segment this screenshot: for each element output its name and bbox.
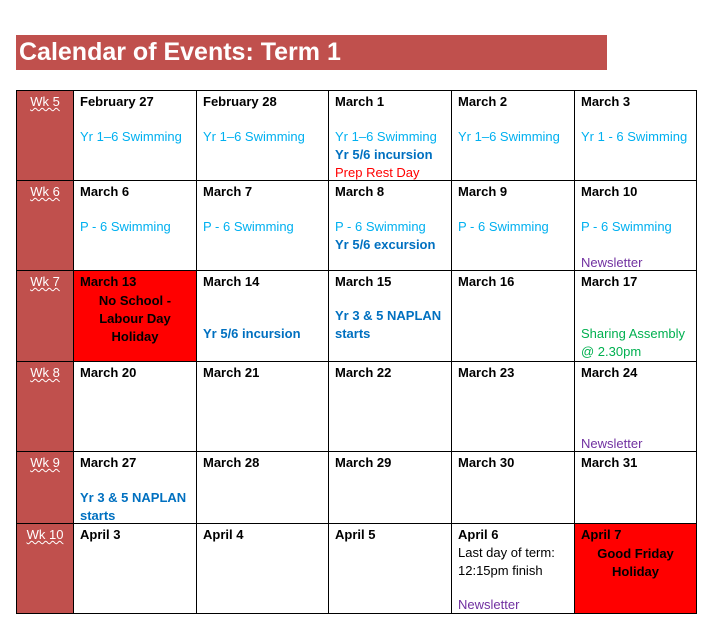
day-date: March 29 [335, 455, 392, 470]
event-swimming: Yr 1–6 Swimming [458, 129, 560, 144]
day-date: March 28 [203, 455, 260, 470]
event-swimming: Yr 1–6 Swimming [335, 129, 437, 144]
day-cell [197, 271, 329, 362]
event-last-day: Last day of term: [458, 545, 555, 560]
event-excursion: Yr 5/6 excursion [335, 237, 436, 252]
event-swimming: P - 6 Swimming [581, 219, 672, 234]
week-row [17, 452, 697, 524]
event-incursion: Yr 5/6 incursion [203, 326, 301, 341]
event-assembly: Sharing Assembly [581, 326, 686, 341]
week-label: Wk 7 [30, 274, 60, 289]
day-cell [329, 524, 452, 614]
day-cell [74, 362, 197, 452]
day-date: April 4 [203, 527, 244, 542]
event-swimming: Yr 1–6 Swimming [203, 129, 305, 144]
day-cell [197, 524, 329, 614]
event-incursion: Yr 5/6 incursion [335, 147, 433, 162]
day-date: March 7 [203, 184, 253, 199]
week-row [17, 362, 697, 452]
day-cell [575, 362, 697, 452]
day-date: March 9 [458, 184, 508, 199]
event-naplan-starts: starts [80, 508, 116, 523]
week-row [17, 91, 697, 181]
week-cell [17, 524, 74, 614]
week-cell [17, 91, 74, 181]
day-date: March 16 [458, 274, 515, 289]
holiday-text: Holiday [111, 329, 159, 344]
day-date: April 7 [581, 527, 622, 542]
day-cell [329, 271, 452, 362]
day-cell [452, 181, 575, 271]
day-date: March 24 [581, 365, 638, 380]
week-row [17, 181, 697, 271]
holiday-text: No School - [98, 293, 172, 308]
day-cell [575, 181, 697, 271]
week-cell [17, 452, 74, 524]
day-date: March 15 [335, 274, 392, 289]
day-cell [197, 181, 329, 271]
week-row [17, 524, 697, 614]
day-cell-holiday [74, 271, 197, 362]
calendar-table [16, 90, 697, 614]
event-naplan: Yr 3 & 5 NAPLAN [80, 490, 187, 505]
event-naplan: Yr 3 & 5 NAPLAN [335, 308, 442, 323]
holiday-text: Labour Day [99, 311, 171, 326]
week-label: Wk 9 [30, 455, 60, 470]
day-date: March 22 [335, 365, 392, 380]
week-cell [17, 181, 74, 271]
event-prep-rest-day: Prep Rest Day [335, 165, 420, 180]
day-cell [197, 362, 329, 452]
day-date: March 2 [458, 94, 508, 109]
event-assembly-time: @ 2.30pm [581, 344, 642, 359]
holiday-text: Good Friday [597, 546, 674, 561]
day-cell [197, 452, 329, 524]
day-cell [452, 524, 575, 614]
week-label: Wk 10 [26, 527, 64, 542]
day-date: April 5 [335, 527, 376, 542]
day-cell-holiday [575, 524, 697, 614]
day-date: March 13 [80, 274, 137, 289]
day-cell [575, 452, 697, 524]
day-date: March 6 [80, 184, 130, 199]
week-cell [17, 362, 74, 452]
day-cell [452, 271, 575, 362]
event-swimming: P - 6 Swimming [335, 219, 426, 234]
page-title: Calendar of Events: Term 1 [19, 38, 341, 66]
day-cell [575, 91, 697, 181]
day-date: March 30 [458, 455, 515, 470]
event-finish-time: 12:15pm finish [458, 563, 543, 578]
week-label: Wk 8 [30, 365, 60, 380]
event-newsletter: Newsletter [458, 597, 520, 612]
week-label: Wk 5 [30, 94, 60, 109]
day-date: March 8 [335, 184, 385, 199]
day-cell [197, 91, 329, 181]
event-swimming: Yr 1–6 Swimming [80, 129, 182, 144]
day-date: March 31 [581, 455, 638, 470]
title-banner [16, 35, 607, 70]
day-cell [329, 91, 452, 181]
day-date: March 10 [581, 184, 638, 199]
day-date: March 27 [80, 455, 137, 470]
day-date: March 20 [80, 365, 137, 380]
day-cell [74, 181, 197, 271]
day-date: April 6 [458, 527, 499, 542]
day-cell [452, 452, 575, 524]
day-cell [74, 452, 197, 524]
day-date: February 28 [203, 94, 277, 109]
event-newsletter: Newsletter [581, 436, 643, 451]
day-cell [329, 362, 452, 452]
day-date: March 21 [203, 365, 260, 380]
day-cell [452, 91, 575, 181]
day-date: April 3 [80, 527, 121, 542]
event-naplan-starts: starts [335, 326, 371, 341]
week-row [17, 271, 697, 362]
day-cell [329, 181, 452, 271]
day-date: March 23 [458, 365, 515, 380]
day-cell [575, 271, 697, 362]
day-date: March 14 [203, 274, 260, 289]
day-date: March 17 [581, 274, 638, 289]
week-cell [17, 271, 74, 362]
day-cell [329, 452, 452, 524]
event-newsletter: Newsletter [581, 255, 643, 270]
day-date: March 1 [335, 94, 385, 109]
day-cell [452, 362, 575, 452]
event-swimming: Yr 1 - 6 Swimming [581, 129, 688, 144]
week-label: Wk 6 [30, 184, 60, 199]
holiday-text: Holiday [612, 564, 659, 579]
event-swimming: P - 6 Swimming [203, 219, 294, 234]
day-cell [74, 524, 197, 614]
day-cell [74, 91, 197, 181]
event-swimming: P - 6 Swimming [80, 219, 171, 234]
day-date: February 27 [80, 94, 154, 109]
day-date: March 3 [581, 94, 631, 109]
event-swimming: P - 6 Swimming [458, 219, 549, 234]
